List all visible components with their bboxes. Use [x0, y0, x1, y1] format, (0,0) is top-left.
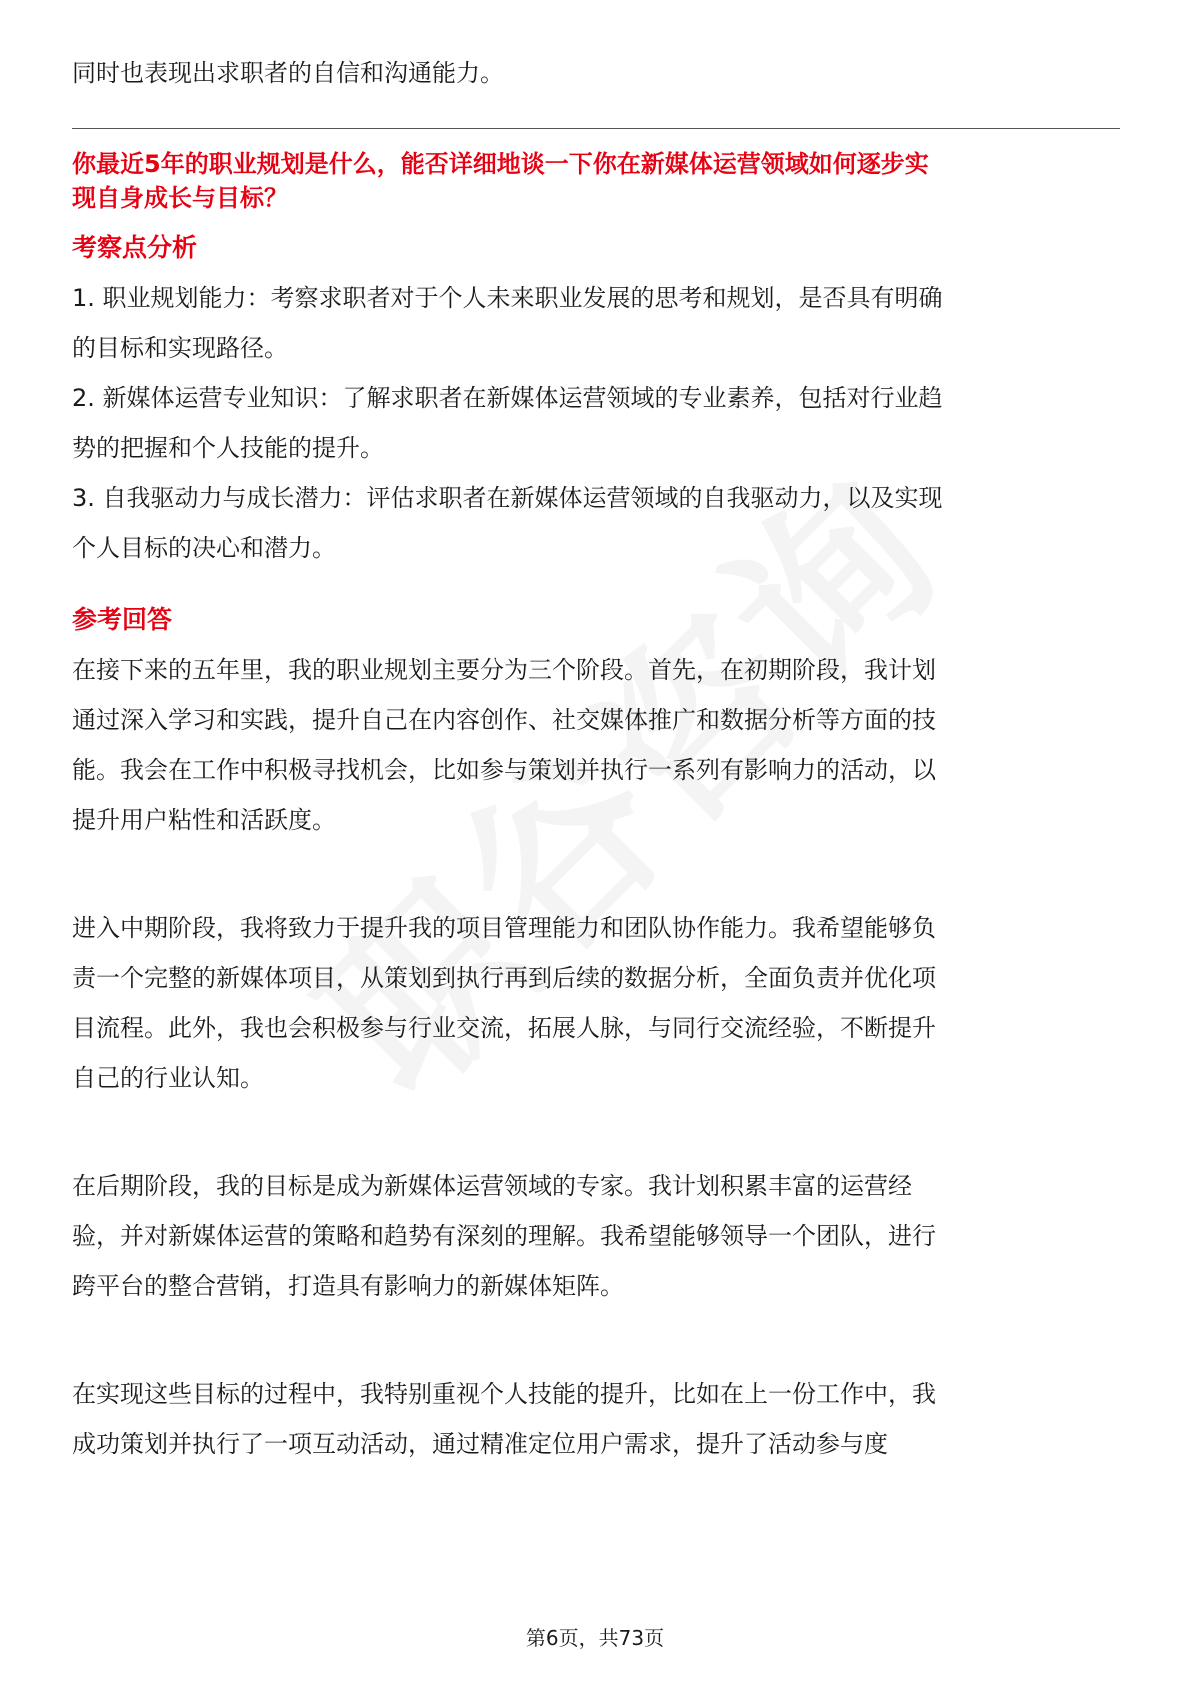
analysis-item-line: 1. 职业规划能力：考察求职者对于个人未来职业发展的思考和规划，是否具有明确 [72, 284, 943, 312]
paragraph-gap [72, 1311, 1120, 1369]
analysis-item-line: 2. 新媒体运营专业知识：了解求职者在新媒体运营领域的专业素养，包括对行业趋 [72, 384, 943, 412]
question [72, 147, 1120, 215]
answer-line: 目流程。此外，我也会积极参与行业交流，拓展人脉，与同行交流经验，不断提升 [72, 1014, 936, 1042]
paragraph-gap [72, 1103, 1120, 1161]
intro-line: 同时也表现出求职者的自信和沟通能力。 [72, 59, 504, 87]
answer-line: 跨平台的整合营销，打造具有影响力的新媒体矩阵。 [72, 1272, 624, 1300]
document-body [72, 48, 1120, 1469]
analysis-heading: 考察点分析 [72, 233, 198, 262]
question-line: 现自身成长与目标？ [72, 184, 288, 212]
answer-line: 通过深入学习和实践，提升自己在内容创作、社交媒体推广和数据分析等方面的技 [72, 706, 936, 734]
analysis-item-line: 3. 自我驱动力与成长潜力：评估求职者在新媒体运营领域的自我驱动力，以及实现 [72, 484, 943, 512]
answer-line: 在接下来的五年里，我的职业规划主要分为三个阶段。首先，在初期阶段，我计划 [72, 656, 936, 684]
answer-line: 提升用户粘性和活跃度。 [72, 806, 336, 834]
analysis-item-line: 势的把握和个人技能的提升。 [72, 434, 384, 462]
answer-line: 自己的行业认知。 [72, 1064, 264, 1092]
answer-line: 在实现这些目标的过程中，我特别重视个人技能的提升，比如在上一份工作中，我 [72, 1380, 936, 1408]
answer-line: 成功策划并执行了一项互动活动，通过精准定位用户需求，提升了活动参与度 [72, 1430, 888, 1458]
answer-heading: 参考回答 [72, 605, 173, 634]
section-divider [72, 128, 1120, 129]
answer-line: 进入中期阶段，我将致力于提升我的项目管理能力和团队协作能力。我希望能够负 [72, 914, 936, 942]
analysis-list [72, 273, 1120, 573]
analysis-item-line: 的目标和实现路径。 [72, 334, 288, 362]
answer-line: 责一个完整的新媒体项目，从策划到执行再到后续的数据分析，全面负责并优化项 [72, 964, 936, 992]
page-footer: 第6页，共73页 [525, 1626, 665, 1650]
question-line: 你最近5年的职业规划是什么，能否详细地谈一下你在新媒体运营领域如何逐步实 [72, 150, 929, 178]
answer-body [72, 645, 1120, 1469]
answer-line: 能。我会在工作中积极寻找机会，比如参与策划并执行一系列有影响力的活动，以 [72, 756, 936, 784]
paragraph-gap [72, 845, 1120, 903]
answer-line: 验，并对新媒体运营的策略和趋势有深刻的理解。我希望能够领导一个团队，进行 [72, 1222, 936, 1250]
analysis-item-line: 个人目标的决心和潜力。 [72, 534, 336, 562]
answer-line: 在后期阶段，我的目标是成为新媒体运营领域的专家。我计划积累丰富的运营经 [72, 1172, 912, 1200]
